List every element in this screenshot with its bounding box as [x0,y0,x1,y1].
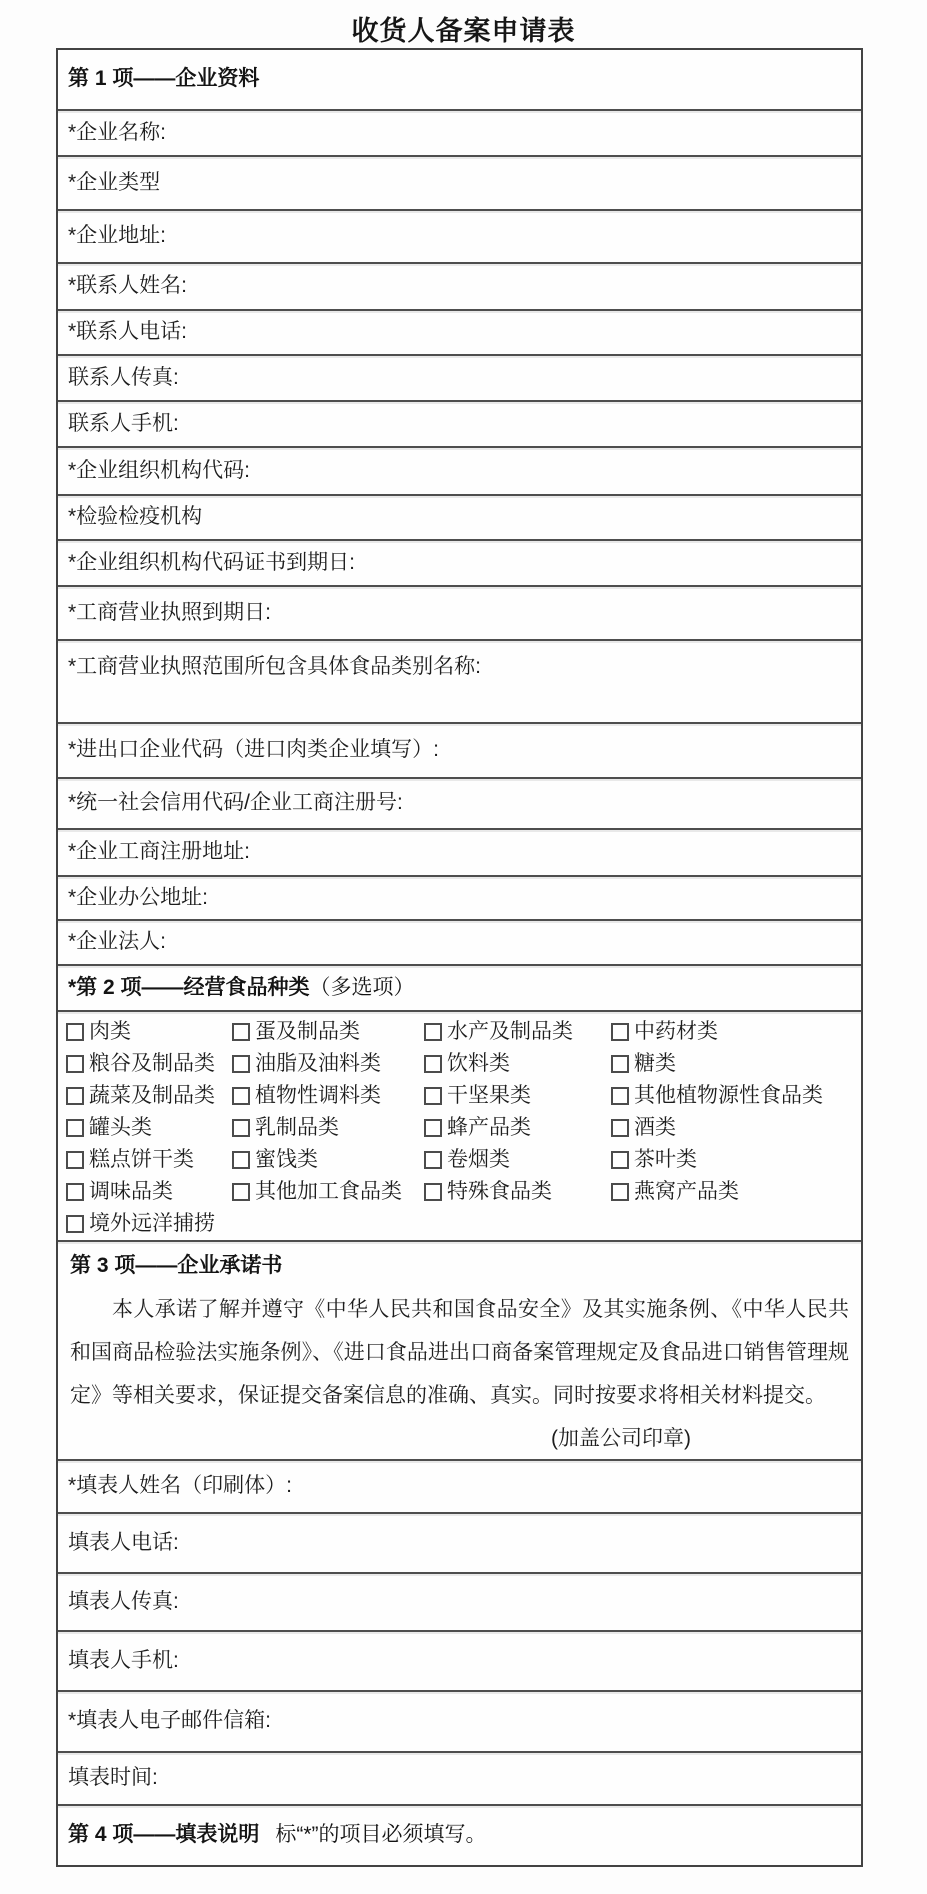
food-category-label: 罐头类 [89,1115,152,1139]
food-category-option[interactable] [611,1179,855,1205]
food-category-label: 糕点饼干类 [89,1147,194,1171]
section2-header-title: *第 2 项——经营食品种类 [68,975,310,999]
field-row-fill-date: 填表时间: [58,1751,861,1804]
section4-note: 标“*”的项目必须填写。 [275,1823,487,1847]
checkbox-icon [232,1183,250,1201]
food-category-option[interactable] [66,1051,232,1077]
food-category-option[interactable] [611,1147,855,1173]
food-category-label: 水产及制品类 [447,1019,573,1043]
food-category-option[interactable] [611,1051,855,1077]
field-row-license-scope-food-categories: *工商营业执照范围所包含具体食品类别名称: [58,639,861,722]
field-row-office-address: *企业办公地址: [58,875,861,919]
checkbox-icon [611,1119,629,1137]
checkbox-icon [232,1055,250,1073]
checkbox-icon [611,1151,629,1169]
field-row-contact-mobile: 联系人手机: [58,400,861,446]
field-row-filler-phone: 填表人电话: [58,1512,861,1572]
food-category-option[interactable] [611,1115,855,1141]
food-category-option[interactable] [66,1147,232,1173]
checkbox-icon [66,1119,84,1137]
food-category-option[interactable] [66,1083,232,1109]
field-row-business-license-expiry: *工商营业执照到期日: [58,585,861,639]
field-row-filler-mobile: 填表人手机: [58,1630,861,1690]
food-categories-cell [58,1010,861,1240]
food-category-label: 燕窝产品类 [634,1179,739,1203]
section1-header: 第 1 项——企业资料 [68,67,260,91]
field-row-company-address: *企业地址: [58,209,861,262]
food-category-label: 糖类 [634,1051,676,1075]
field-row-contact-fax: 联系人传真: [58,354,861,400]
food-category-label: 特殊食品类 [447,1179,552,1203]
food-category-option[interactable] [66,1179,232,1205]
food-category-option[interactable] [424,1083,611,1109]
field-row-filler-fax: 填表人传真: [58,1572,861,1630]
food-category-option[interactable] [424,1051,611,1077]
checkbox-icon [66,1023,84,1041]
field-row-contact-name: *联系人姓名: [58,262,861,309]
food-category-label: 植物性调料类 [255,1083,381,1107]
page-title: 收货人备案申请表 [351,16,576,46]
field-row-org-code-cert-expiry: *企业组织机构代码证书到期日: [58,539,861,585]
food-category-option[interactable] [232,1083,424,1109]
checkbox-icon [611,1023,629,1041]
food-category-label: 油脂及油料类 [255,1051,381,1075]
field-row-filler-name: *填表人姓名（印刷体）: [58,1459,861,1512]
field-row-registered-address: *企业工商注册地址: [58,828,861,875]
food-category-option[interactable] [424,1179,611,1205]
checkbox-icon [611,1087,629,1105]
checkbox-icon [424,1119,442,1137]
food-category-option[interactable] [66,1115,232,1141]
food-category-label: 乳制品类 [255,1115,339,1139]
checkbox-icon [66,1087,84,1105]
food-category-label: 调味品类 [89,1179,173,1203]
food-category-option[interactable] [66,1211,232,1237]
food-category-label: 干坚果类 [447,1083,531,1107]
food-category-label: 境外远洋捕捞 [89,1211,215,1235]
checkbox-icon [66,1215,84,1233]
field-row-legal-representative: *企业法人: [58,919,861,964]
checkbox-icon [232,1119,250,1137]
food-category-option[interactable] [232,1115,424,1141]
checkbox-icon [611,1183,629,1201]
section4-header-title: 第 4 项——填表说明 [68,1823,260,1847]
checkbox-icon [424,1151,442,1169]
checkbox-icon [424,1023,442,1041]
food-category-option[interactable] [232,1019,424,1045]
food-category-label: 其他加工食品类 [255,1179,402,1203]
field-row-company-name: *企业名称: [58,109,861,155]
food-category-label: 中药材类 [634,1019,718,1043]
checkbox-icon [424,1087,442,1105]
food-category-option[interactable] [424,1019,611,1045]
food-category-option[interactable] [66,1019,232,1045]
pledge-paragraph: 本人承诺了解并遵守《中华人民共和国食品安全》及其实施条例、《中华人民共和国商品检验法实施条例》、《进口食品进出口商备案管理规定及食品进口销售管理规定》等相关要求，保证提交备案信息的准确、真实。同时按要求将相关材料提交。 [70,1298,849,1408]
food-category-label: 酒类 [634,1115,676,1139]
food-category-option[interactable] [232,1051,424,1077]
section4-header [58,1804,861,1865]
application-form-table [56,48,863,1867]
food-category-label: 饮料类 [447,1051,510,1075]
field-row-uscc-registration-no: *统一社会信用代码/企业工商注册号: [58,777,861,828]
food-category-label: 粮谷及制品类 [89,1051,215,1075]
checkbox-icon [232,1023,250,1041]
food-category-label: 蜜饯类 [255,1147,318,1171]
food-category-option[interactable] [424,1147,611,1173]
field-row-import-export-code: *进出口企业代码（进口肉类企业填写）: [58,722,861,777]
field-row-contact-phone: *联系人电话: [58,309,861,354]
food-category-option[interactable] [232,1179,424,1205]
food-category-label: 茶叶类 [634,1147,697,1171]
food-category-option[interactable] [611,1083,855,1109]
section2-header-note: （多选项） [309,975,415,999]
checkbox-icon [611,1055,629,1073]
checkbox-icon [424,1183,442,1201]
field-row-ciq-agency: *检验检疫机构 [58,494,861,539]
field-row-company-type: *企业类型 [58,155,861,209]
checkbox-icon [66,1183,84,1201]
field-row-org-code: *企业组织机构代码: [58,446,861,494]
checkbox-icon [66,1151,84,1169]
checkbox-icon [66,1055,84,1073]
company-seal-note: (加盖公司印章) [551,1427,691,1451]
food-category-label: 肉类 [89,1019,131,1043]
food-category-option[interactable] [424,1115,611,1141]
food-category-label: 蛋及制品类 [255,1019,360,1043]
checkbox-icon [232,1151,250,1169]
section3-header: 第 3 项——企业承诺书 [70,1254,283,1277]
food-category-option[interactable] [232,1147,424,1173]
checkbox-icon [424,1055,442,1073]
food-category-label: 蜂产品类 [447,1115,531,1139]
field-row-filler-email: *填表人电子邮件信箱: [58,1690,861,1751]
food-category-label: 蔬菜及制品类 [89,1083,215,1107]
section3-pledge-cell [58,1240,861,1459]
food-category-option[interactable] [611,1019,855,1045]
food-category-label: 卷烟类 [447,1147,510,1171]
food-category-label: 其他植物源性食品类 [634,1083,823,1107]
checkbox-icon [232,1087,250,1105]
section2-header [58,964,861,1010]
